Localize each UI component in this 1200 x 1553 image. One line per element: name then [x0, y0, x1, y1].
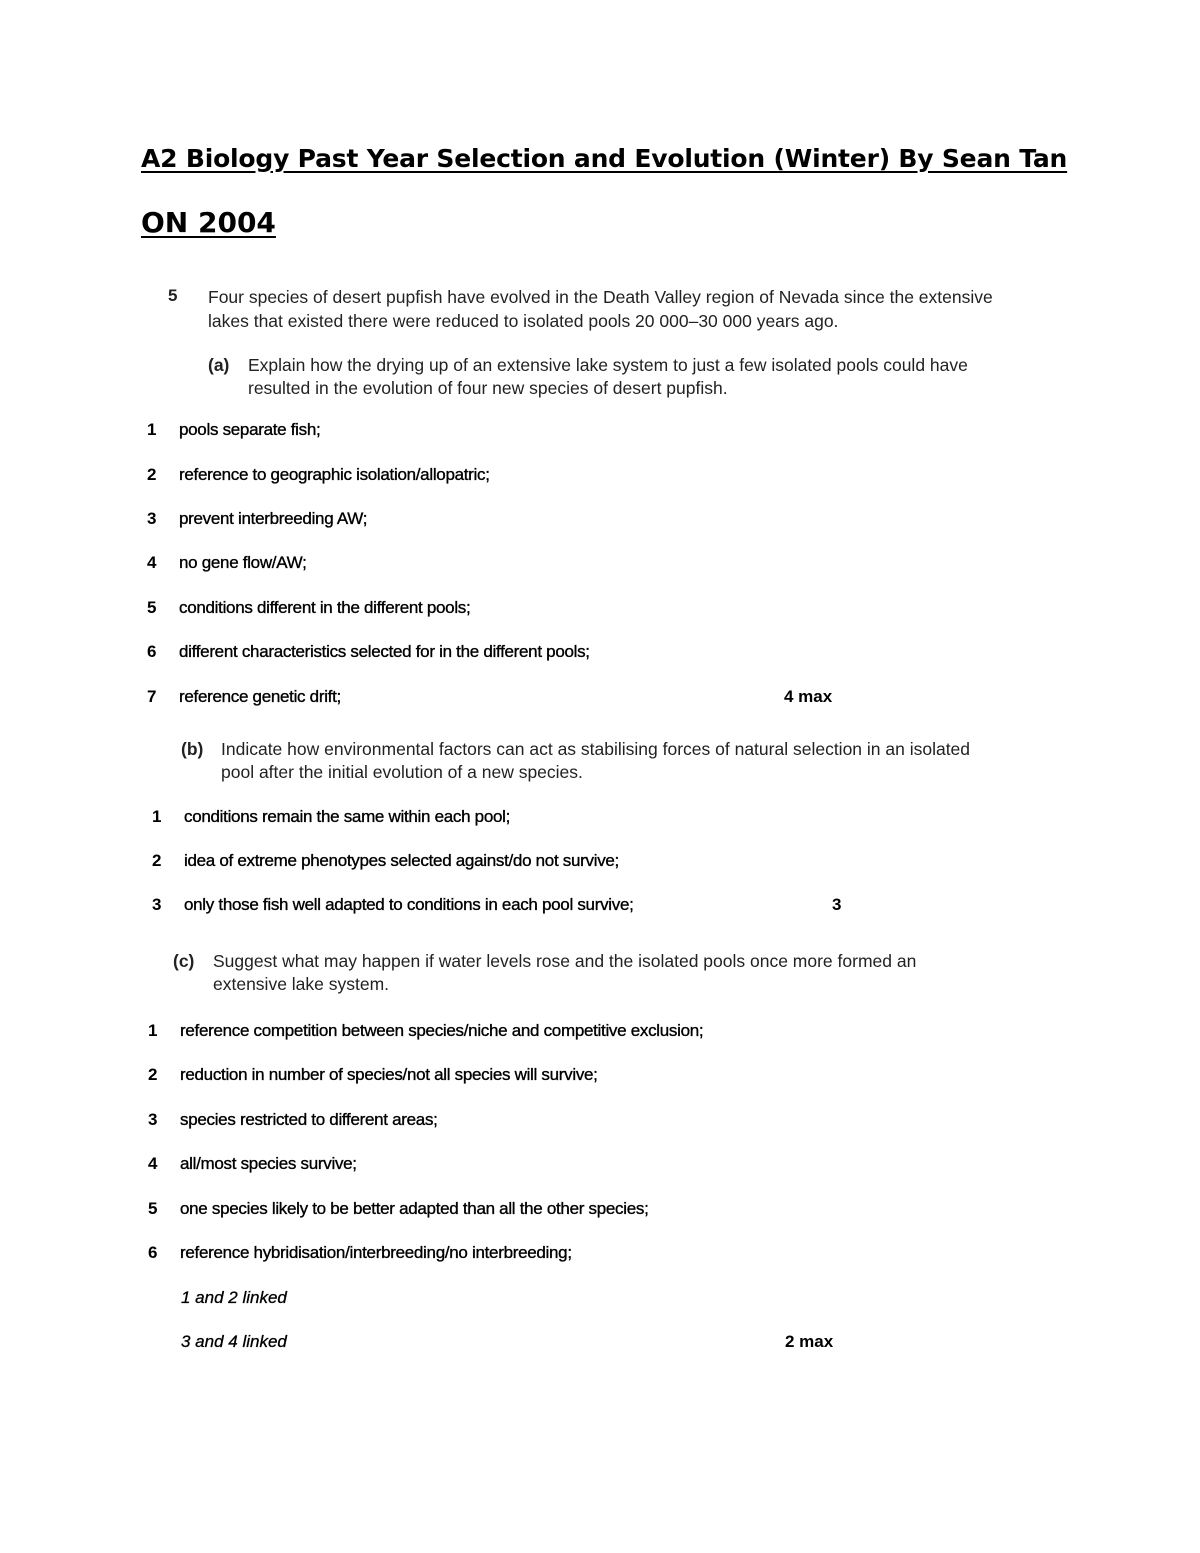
mark-number: 6 [148, 1243, 158, 1262]
mark-text: reduction in number of species/not all species will survive; [180, 1065, 598, 1084]
mark-text: conditions different in the different pools; [179, 598, 471, 617]
mark-number: 4 [148, 1154, 158, 1173]
part-c-max-marks: 2 max [785, 1332, 834, 1351]
mark-number: 6 [147, 642, 157, 661]
mark-number: 1 [147, 420, 157, 439]
part-b-question [181, 738, 981, 784]
mark-text: reference hybridisation/interbreeding/no interbreeding; [180, 1243, 572, 1262]
mark-text: reference genetic drift; [179, 687, 341, 706]
part-c-question [173, 950, 983, 996]
mark-text: conditions remain the same within each pool; [184, 807, 511, 826]
document-title: A2 Biology Past Year Selection and Evolution (Winter) By Sean Tan [141, 144, 1068, 173]
mark-number: 2 [148, 1065, 158, 1084]
mark-text: prevent interbreeding AW; [179, 509, 368, 528]
mark-number: 2 [152, 851, 162, 870]
mark-number: 5 [147, 598, 157, 617]
mark-text: only those fish well adapted to conditions in each pool survive; [184, 895, 634, 914]
mark-text: pools separate fish; [179, 420, 321, 439]
part-a-text: Explain how the drying up of an extensive lake system to just a few isolated pools could have resulted in the evolution of four new species of desert pupfish. [248, 355, 968, 398]
mark-text: reference competition between species/niche and competitive exclusion; [180, 1021, 704, 1040]
question-stem: Four species of desert pupfish have evolved in the Death Valley region of Nevada since the extensive lakes that existed there were reduced to isolated pools 20 000–30 000 years ago. [208, 287, 993, 331]
mark-number: 3 [148, 1110, 158, 1129]
mark-number: 3 [152, 895, 162, 914]
part-a-max-marks: 4 max [784, 687, 833, 706]
question-number: 5 [168, 286, 178, 305]
marking-note: 1 and 2 linked [181, 1288, 287, 1307]
part-c-text: Suggest what may happen if water levels rose and the isolated pools once more formed an extensive lake system. [213, 951, 917, 994]
mark-number: 1 [148, 1021, 158, 1040]
part-a-label: (a) [208, 355, 230, 375]
mark-text: all/most species survive; [180, 1154, 357, 1173]
mark-text: no gene flow/AW; [179, 553, 307, 572]
marking-note: 3 and 4 linked [181, 1332, 287, 1351]
mark-text: reference to geographic isolation/allopatric; [179, 465, 490, 484]
part-a-question [208, 354, 1008, 400]
mark-text: idea of extreme phenotypes selected against/do not survive; [184, 851, 619, 870]
exam-session-heading: ON 2004 [141, 206, 276, 239]
mark-text: species restricted to different areas; [180, 1110, 438, 1129]
part-c-label: (c) [173, 951, 195, 971]
mark-number: 5 [148, 1199, 158, 1218]
mark-number: 1 [152, 807, 162, 826]
part-b-max-marks: 3 [832, 895, 842, 914]
mark-number: 4 [147, 553, 157, 572]
part-b-text: Indicate how environmental factors can act as stabilising forces of natural selection in an isolated pool after the initial evolution of a new species. [221, 739, 971, 782]
part-b-label: (b) [181, 739, 204, 759]
mark-text: different characteristics selected for in the different pools; [179, 642, 590, 661]
mark-number: 7 [147, 687, 157, 706]
mark-number: 2 [147, 465, 157, 484]
mark-number: 3 [147, 509, 157, 528]
mark-text: one species likely to be better adapted than all the other species; [180, 1199, 649, 1218]
